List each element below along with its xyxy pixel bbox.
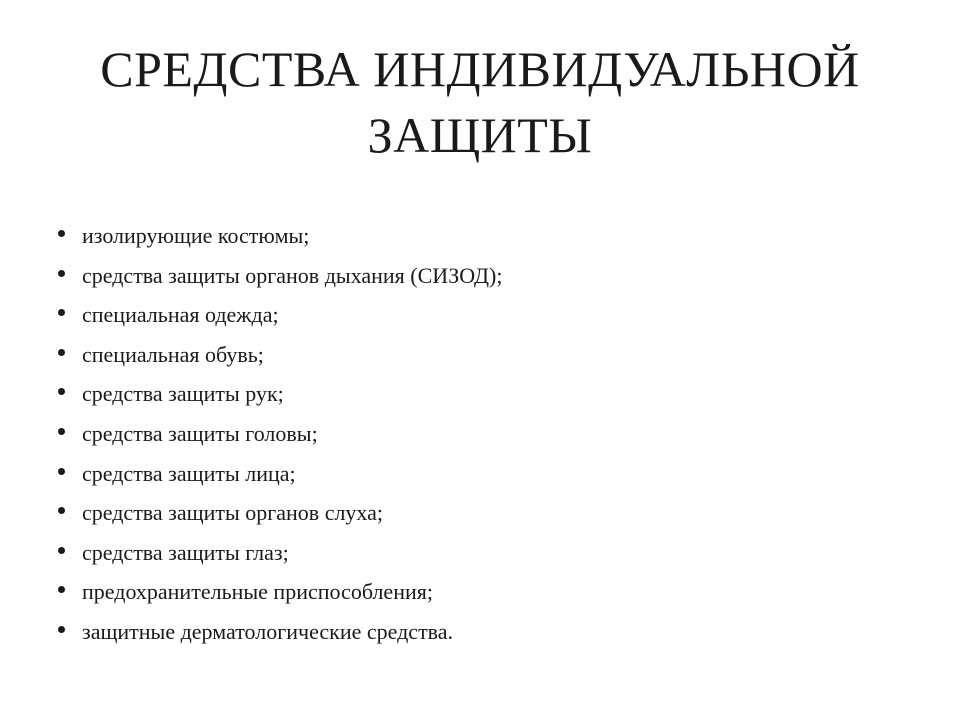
list-item-text: средства защиты рук; — [82, 381, 284, 407]
slide-title-line: ЗАЩИТЫ — [367, 107, 593, 163]
list-item-text: специальная одежда; — [82, 302, 279, 328]
bullet-dot-icon — [58, 428, 65, 435]
list-item-text: защитные дерматологические средства. — [82, 618, 454, 644]
list-item — [56, 572, 502, 612]
bullet-dot-icon — [58, 309, 65, 316]
list-item-text: средства защиты глаз; — [82, 539, 289, 565]
list-item-text: средства защиты органов слуха; — [82, 500, 384, 526]
bullet-list — [56, 216, 502, 652]
list-item-text: изолирующие костюмы; — [82, 223, 310, 248]
bullet-dot-icon — [58, 586, 65, 593]
slide-title — [40, 36, 920, 168]
list-item-text: средства защиты головы; — [82, 420, 318, 446]
bullet-dot-icon — [58, 388, 65, 395]
list-item — [56, 414, 502, 454]
bullet-dot-icon — [58, 230, 65, 237]
list-item — [56, 335, 502, 375]
list-item-text: предохранительные приспособления; — [82, 579, 433, 605]
bullet-dot-icon — [58, 270, 65, 277]
list-item — [56, 612, 502, 652]
list-item — [56, 374, 502, 414]
bullet-dot-icon — [58, 507, 65, 514]
list-item — [56, 493, 502, 533]
bullet-dot-icon — [58, 547, 65, 554]
list-item — [56, 454, 502, 494]
bullet-dot-icon — [58, 349, 65, 356]
list-item — [56, 216, 502, 256]
list-item — [56, 256, 502, 296]
bullet-dot-icon — [58, 468, 65, 475]
list-item — [56, 533, 502, 573]
list-item-text: средства защиты лица; — [82, 460, 296, 486]
list-item-text: специальная обувь; — [82, 341, 264, 367]
bullet-dot-icon — [58, 626, 65, 633]
slide-title-line: СРЕДСТВА ИНДИВИДУАЛЬНОЙ — [100, 41, 860, 97]
list-item — [56, 295, 502, 335]
list-item-text: средства защиты органов дыхания (СИЗОД); — [82, 262, 503, 288]
